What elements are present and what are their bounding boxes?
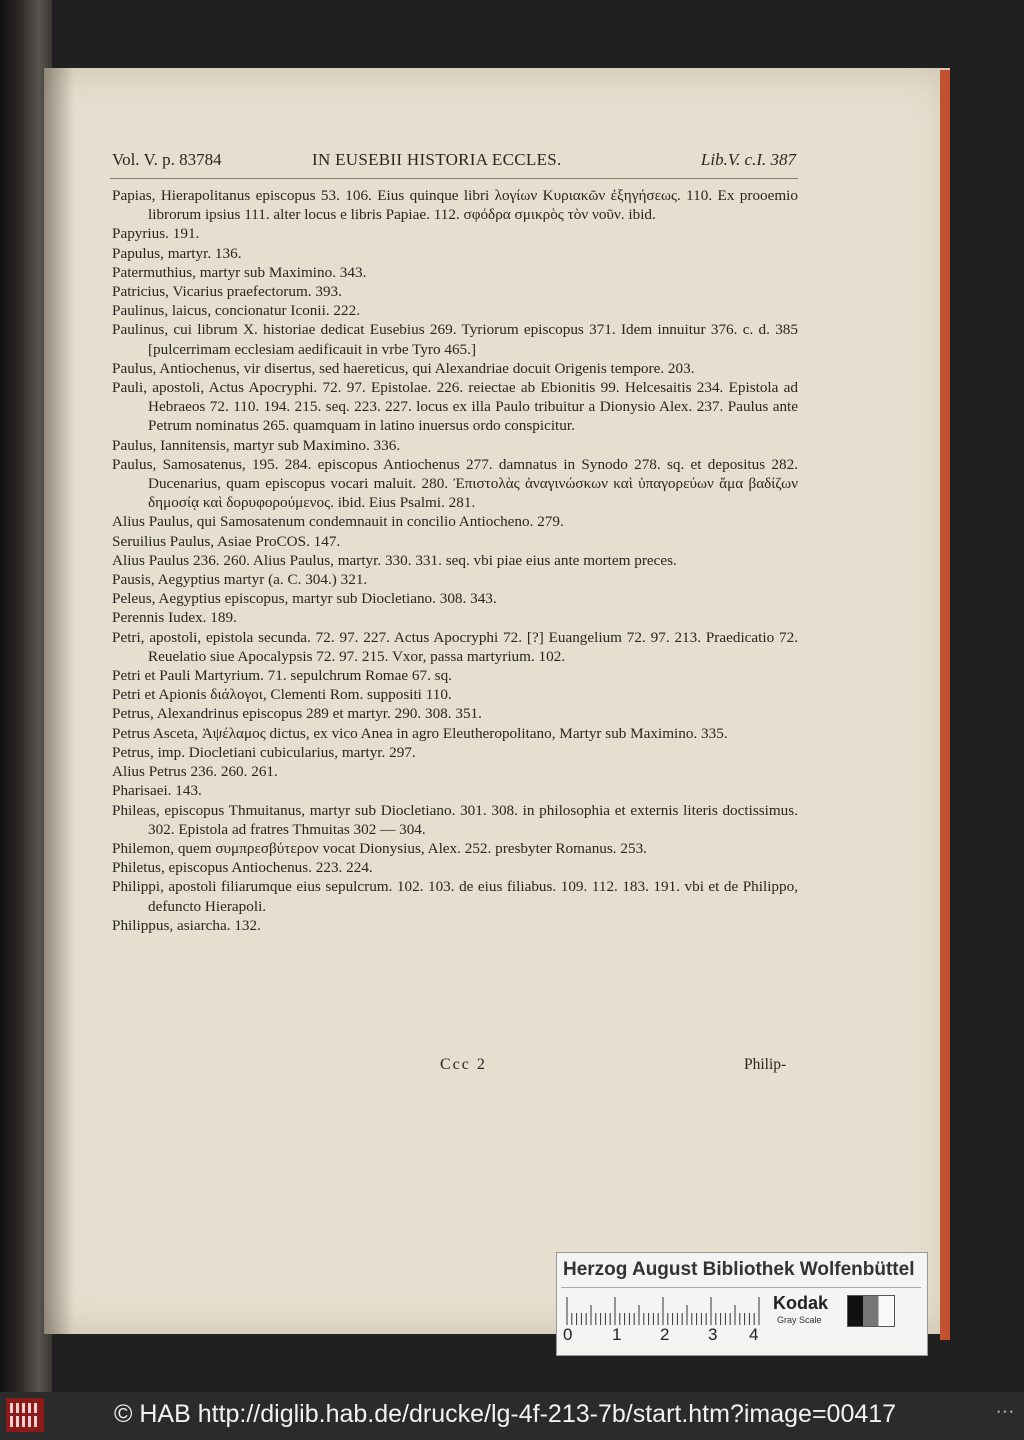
library-color-card (556, 1252, 928, 1356)
index-entry: Petrus, imp. Diocletiani cubicularius, martyr. 297. (112, 743, 416, 761)
permalink-url[interactable]: © HAB http://diglib.hab.de/drucke/lg-4f-213-7b/start.htm?image=00417 (114, 1400, 897, 1428)
running-head (112, 150, 796, 178)
page-edge-strip (940, 70, 950, 1340)
index-entries (112, 186, 798, 935)
library-card-title: Herzog August Bibliothek Wolfenbüttel (563, 1259, 915, 1280)
scale-number: 2 (660, 1325, 670, 1344)
index-entry: Phileas, episcopus Thmuitanus, martyr sub Diocletiano. 301. 308. in philosophia et externis literis doctissimus. 302. Epistola ad fratres Thmuitas 302 — 304. (112, 801, 798, 838)
header-rule (110, 178, 798, 179)
index-entry: Papulus, martyr. 136. (112, 244, 242, 262)
hab-logo-icon[interactable] (6, 1398, 44, 1432)
gray-scale-patches (847, 1295, 895, 1327)
scale-number: 3 (708, 1325, 718, 1344)
index-entry: Paulus, Antiochenus, vir disertus, sed haereticus, qui Alexandriae docuit Origenis tempore. 203. (112, 359, 695, 377)
index-entry: Paulinus, cui librum X. historiae dedicat Eusebius 269. Tyriorum episcopus 371. Idem innuitur 376. c. d. 385 [pulcerrimam ecclesiam aedificauit in vrbe Tyro 465.] (112, 321, 798, 358)
index-entry: Petri et Apionis διάλογοι, Clementi Rom. suppositi 110. (112, 686, 452, 704)
scale-ruler-icon (565, 1295, 763, 1325)
running-head-title: IN EUSEBII HISTORIA ECCLES. (312, 150, 562, 169)
running-head-left: Vol. V. p. 83784 (112, 150, 222, 169)
index-entry: Paulinus, laicus, concionatur Iconii. 222. (112, 302, 361, 320)
index-entry: Patricius, Vicarius praefectorum. 393. (112, 283, 342, 301)
scale-numbers (561, 1325, 771, 1347)
index-entry: Papyrius. 191. (112, 225, 200, 243)
catchword: Philip- (744, 1056, 787, 1073)
index-entry: Peleus, Aegyptius episcopus, martyr sub Diocletiano. 308. 343. (112, 590, 497, 608)
index-entry: Patermuthius, martyr sub Maximino. 343. (112, 263, 367, 281)
index-entry: Paulus, Samosatenus, 195. 284. episcopus Antiochenus 277. damnatus in Synodo 278. sq. et depositus 282. Ducenarius, quam episcopus vocari maluit. 280. Ἐπιστολὰς ἀναγινώσκων καὶ ὑπαγορεύων ἅμα βαδίζων δημοσίᾳ καὶ δορυφορούμενος. ibid. Eius Psalmi. 281. (112, 455, 798, 512)
index-entry: Alius Paulus 236. 260. Alius Paulus, martyr. 330. 331. seq. vbi piae eius ante mortem preces. (112, 551, 677, 569)
index-entry: Pauli, apostoli, Actus Apocryphi. 72. 97. Epistolae. 226. reiectae ab Ebionitis 99. Helcesaitis 234. Epistola ad Hebraeos 72. 110. 194. 215. seq. 223. 227. locus ex illa Paulo tribuitur a Dionysio Alex. 237. Paulus ante Petrum nominatus 265. quamquam in latino inuersus ordo conspicitur. (112, 379, 798, 435)
kodak-brand: Kodak (773, 1293, 829, 1313)
index-entry: Philetus, episcopus Antiochenus. 223. 224. (112, 859, 373, 877)
index-entry: Philemon, quem συμπρεσβύτερον vocat Dionysius, Alex. 252. presbyter Romanus. 253. (112, 839, 647, 857)
index-entry: Alius Petrus 236. 260. 261. (112, 763, 278, 781)
index-entry: Petrus, Alexandrinus episcopus 289 et martyr. 290. 308. 351. (112, 705, 482, 723)
viewer-footer-bar (0, 1392, 1024, 1440)
page-spine-shade (44, 68, 74, 1334)
index-entry: Petri, apostoli, epistola secunda. 72. 97. 227. Actus Apocryphi 72. [?] Euangelium 72. 97. 213. Praedicatio 72. Reuelatio siue Apocalypsis 72. 97. 215. Vxor, passa martyrium. 102. (112, 628, 798, 665)
library-card-divider (561, 1287, 921, 1288)
index-entry: Seruilius Paulus, Asiae ProCOS. 147. (112, 532, 341, 550)
kodak-subtitle: Gray Scale (777, 1315, 822, 1325)
index-entry: Pharisaei. 143. (112, 782, 202, 800)
index-entry: Paulus, Iannitensis, martyr sub Maximino. 336. (112, 436, 401, 454)
index-entry: Pausis, Aegyptius martyr (a. C. 304.) 321. (112, 571, 368, 589)
index-entry: Papias, Hierapolitanus episcopus 53. 106. Eius quinque libri λογίων Κυριακῶν ἐξηγήσεως. 110. Ex prooemio librorum ipsius 111. alter locus e libris Papiae. 112. σφόδρα σμικρὸς τὸν νοῦν. ibid. (112, 187, 798, 224)
scale-number: 4 (749, 1325, 759, 1344)
signature-mark: Ccc 2 (440, 1056, 487, 1073)
index-entry: Petri et Pauli Martyrium. 71. sepulchrum Romae 67. sq. (112, 667, 452, 685)
scale-number: 1 (612, 1325, 622, 1344)
index-entry: Petrus Asceta, Ἀψέλαμος dictus, ex vico Anea in agro Eleutheropolitano, Martyr sub Maximino. 335. (112, 724, 728, 742)
scale-number: 0 (563, 1325, 573, 1344)
page-dots-icon: ••• (996, 1408, 1015, 1418)
index-entry: Philippus, asiarcha. 132. (112, 916, 261, 934)
running-head-right: Lib.V. c.I. 387 (700, 150, 796, 169)
index-entry: Alius Paulus, qui Samosatenum condemnauit in concilio Antiocheno. 279. (112, 513, 564, 531)
index-entry: Philippi, apostoli filiarumque eius sepulcrum. 102. 103. de eius filiabus. 109. 112. 183. 191. vbi et de Philippo, defuncto Hierapoli. (112, 878, 798, 915)
index-entry: Perennis Iudex. 189. (112, 609, 237, 627)
